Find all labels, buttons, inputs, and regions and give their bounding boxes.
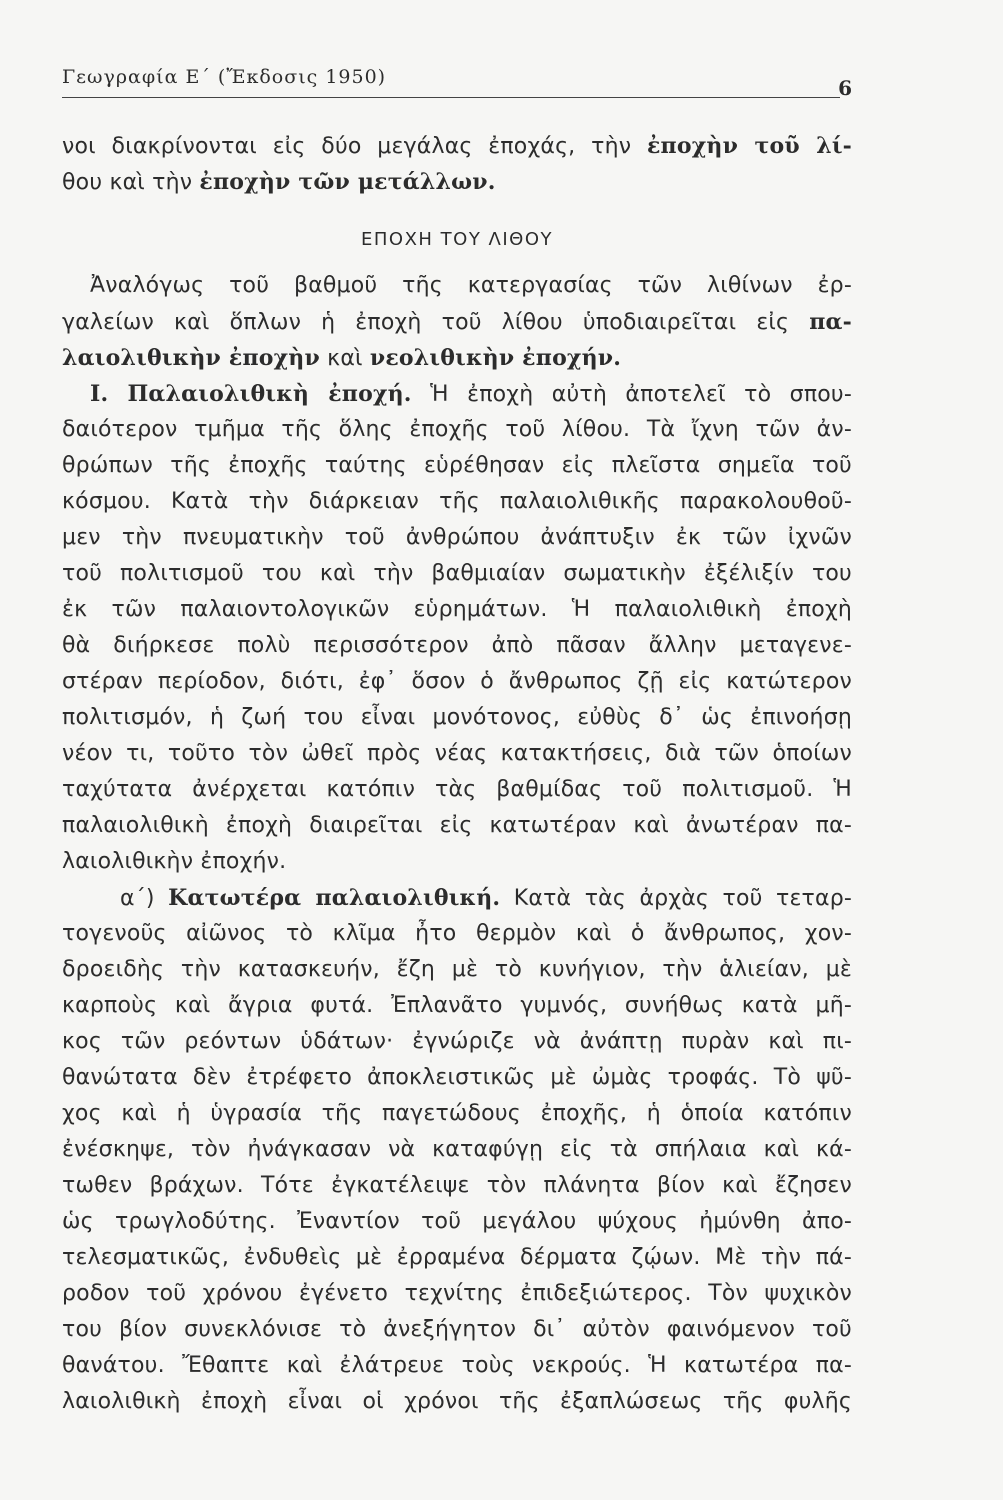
page-header bbox=[62, 60, 852, 100]
running-title: Γεωγραφία Ε΄ (Ἔκδοσις 1950) bbox=[62, 66, 387, 88]
text-line: γαλείων καὶ ὅπλων ἡ ἐποχὴ τοῦ λίθου ὑποδιαιρεῖται εἰς πα- bbox=[62, 309, 852, 335]
text-line: θανώτατα δὲν ἐτρέφετο ἀποκλειστικῶς μὲ ὠμὰς τροφάς. Τὸ ψῦ- bbox=[62, 1065, 852, 1090]
text-line: ἐκ τῶν παλαιοντολογικῶν εὑρημάτων. Ἡ παλαιολιθικὴ ἐποχὴ bbox=[62, 597, 852, 622]
text-line: θρώπων τῆς ἐποχῆς ταύτης εὑρέθησαν εἰς πλεῖστα σημεῖα τοῦ bbox=[62, 453, 852, 478]
text-line: δροειδὴς τὴν κατασκευήν, ἔζη μὲ τὸ κυνήγιον, τὴν ἁλιείαν, μὲ bbox=[62, 957, 852, 982]
page-number: 6 bbox=[838, 76, 852, 100]
text-line: στέραν περίοδον, διότι, ἐφ᾽ ὅσον ὁ ἄνθρωπος ζῇ εἰς κατώτερον bbox=[62, 669, 852, 694]
text-line: νοι διακρίνονται εἰς δύο μεγάλας ἐποχάς, τὴν ἐποχὴν τοῦ λί- bbox=[62, 133, 852, 159]
text-line: Ι. Παλαιολιθικὴ ἐποχή. Ἡ ἐποχὴ αὐτὴ ἀποτελεῖ τὸ σπου- bbox=[90, 381, 852, 407]
text-line: ὡς τρωγλοδύτης. Ἐναντίον τοῦ μεγάλου ψύχους ἠμύνθη ἀπο- bbox=[62, 1209, 852, 1234]
text-line: λαιολιθικὴν ἐποχήν. bbox=[62, 849, 287, 874]
header-rule bbox=[62, 97, 840, 98]
text-line: τωθεν βράχων. Τότε ἐγκατέλειψε τὸν πλάνητα βίον καὶ ἔζησεν bbox=[62, 1173, 852, 1198]
text-line: τελεσματικῶς, ἐνδυθεὶς μὲ ἐρραμένα δέρματα ζῴων. Μὲ τὴν πά- bbox=[62, 1245, 852, 1270]
text-line: καρποὺς καὶ ἄγρια φυτά. Ἐπλανᾶτο γυμνός, συνήθως κατὰ μῆ- bbox=[62, 993, 852, 1018]
text-line: θανάτου. Ἔθαπτε καὶ ἐλάτρευε τοὺς νεκρούς. Ἡ κατωτέρα πα- bbox=[62, 1353, 852, 1378]
text-line: θου καὶ τὴν ἐποχὴν τῶν μετάλλων. bbox=[62, 169, 496, 195]
text-line: ἐνέσκηψε, τὸν ἠνάγκασαν νὰ καταφύγῃ εἰς τὰ σπήλαια καὶ κά- bbox=[62, 1137, 852, 1162]
text-line: χος καὶ ἡ ὑγρασία τῆς παγετώδους ἐποχῆς, ἡ ὁποία κατόπιν bbox=[62, 1101, 852, 1126]
text-line: του βίον συνεκλόνισε τὸ ἀνεξήγητον δι᾽ αὐτὸν φαινόμενον τοῦ bbox=[62, 1317, 852, 1342]
text-line: α΄) Κατωτέρα παλαιολιθική. Κατὰ τὰς ἀρχὰς τοῦ τεταρ- bbox=[120, 885, 853, 911]
text-line: τοῦ πολιτισμοῦ του καὶ τὴν βαθμιαίαν σωματικὴν ἐξέλιξίν του bbox=[62, 561, 852, 586]
text-line: κόσμου. Κατὰ τὴν διάρκειαν τῆς παλαιολιθικῆς παρακολουθοῦ- bbox=[62, 489, 852, 514]
section-heading: ΕΠΟΧΗ ΤΟΥ ΛΙΘΟΥ bbox=[361, 229, 553, 250]
text-line: θὰ διήρκεσε πολὺ περισσότερον ἀπὸ πᾶσαν ἄλλην μεταγενε- bbox=[62, 633, 852, 658]
text-line: μεν τὴν πνευματικὴν τοῦ ἀνθρώπου ἀνάπτυξιν ἐκ τῶν ἰχνῶν bbox=[62, 525, 852, 550]
text-line: δαιότερον τμῆμα τῆς ὅλης ἐποχῆς τοῦ λίθου. Τὰ ἴχνη τῶν ἀν- bbox=[62, 417, 852, 442]
text-line: νέον τι, τοῦτο τὸν ὠθεῖ πρὸς νέας κατακτήσεις, διὰ τῶν ὁποίων bbox=[62, 741, 852, 766]
text-line: τογενοῦς αἰῶνος τὸ κλῖμα ἦτο θερμὸν καὶ ὁ ἄνθρωπος, χον- bbox=[62, 921, 852, 946]
text-line: ροδον τοῦ χρόνου ἐγένετο τεχνίτης ἐπιδεξιώτερος. Τὸν ψυχικὸν bbox=[62, 1281, 852, 1306]
text-line: λαιολιθικὴν ἐποχὴν καὶ νεολιθικὴν ἐποχήν. bbox=[62, 345, 622, 371]
text-line: ταχύτατα ἀνέρχεται κατόπιν τὰς βαθμίδας τοῦ πολιτισμοῦ. Ἡ bbox=[62, 777, 852, 802]
text-line: λαιολιθικὴ ἐποχὴ εἶναι οἱ χρόνοι τῆς ἐξαπλώσεως τῆς φυλῆς bbox=[62, 1389, 852, 1414]
text-line: Ἀναλόγως τοῦ βαθμοῦ τῆς κατεργασίας τῶν λιθίνων ἐρ- bbox=[90, 273, 852, 298]
text-line: πολιτισμόν, ἡ ζωή του εἶναι μονότονος, εὐθὺς δ᾽ ὡς ἐπινοήσῃ bbox=[62, 705, 852, 730]
text-line: κος τῶν ρεόντων ὑδάτων· ἐγνώριζε νὰ ἀνάπτῃ πυρὰν καὶ πι- bbox=[62, 1029, 852, 1054]
text-line: παλαιολιθικὴ ἐποχὴ διαιρεῖται εἰς κατωτέραν καὶ ἀνωτέραν πα- bbox=[62, 813, 852, 838]
